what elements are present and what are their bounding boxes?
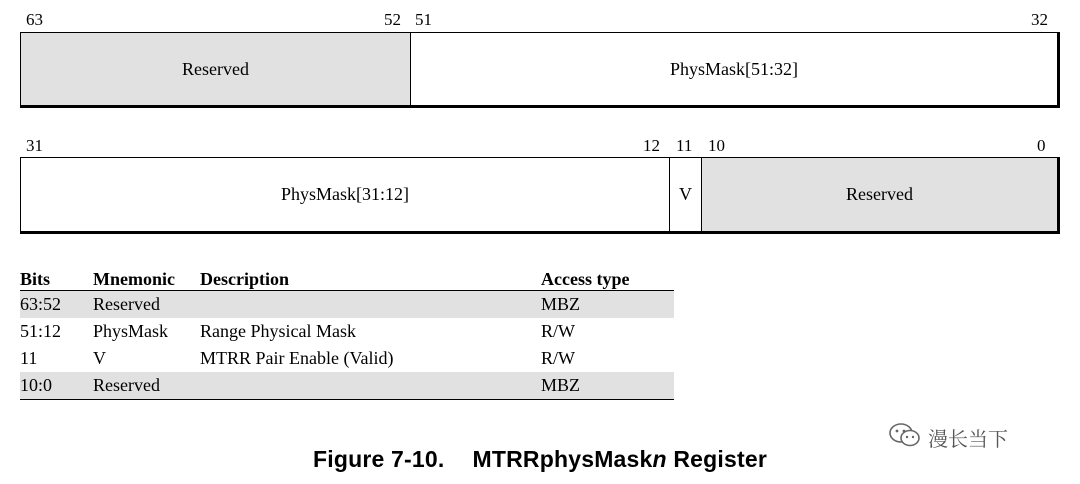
field-label: V bbox=[679, 184, 692, 204]
cell-description: Range Physical Mask bbox=[200, 321, 356, 341]
cell-description bbox=[200, 372, 541, 400]
field-reserved-10-0 bbox=[702, 158, 1057, 231]
field-physmask-31-12 bbox=[21, 158, 670, 231]
field-reserved-63-52 bbox=[21, 33, 411, 105]
bit-label-51: 51 bbox=[415, 10, 432, 29]
bit-label-11: 11 bbox=[676, 136, 693, 155]
figure-title-italic: n bbox=[652, 446, 667, 472]
cell-access: R/W bbox=[541, 348, 575, 368]
field-label: PhysMask[31:12] bbox=[280, 184, 409, 204]
header-bits: Bits bbox=[20, 264, 93, 291]
cell-bits: 11 bbox=[20, 348, 38, 368]
bit-label-0: 0 bbox=[1037, 136, 1046, 155]
cell-access: MBZ bbox=[541, 291, 674, 319]
bit-label-52: 52 bbox=[384, 10, 401, 29]
cell-mnemonic: V bbox=[93, 348, 106, 368]
cell-access: R/W bbox=[541, 321, 575, 341]
field-valid-bit-11 bbox=[670, 158, 702, 231]
field-physmask-51-32 bbox=[411, 33, 1057, 105]
cell-mnemonic: PhysMask bbox=[93, 321, 169, 341]
header-description: Description bbox=[200, 264, 541, 291]
bit-label-31: 31 bbox=[26, 136, 43, 155]
figure-title-tail: Register bbox=[666, 446, 768, 472]
cell-mnemonic: Reserved bbox=[93, 291, 200, 319]
table-row bbox=[20, 291, 674, 319]
cell-description bbox=[200, 291, 541, 319]
field-label: PhysMask[51:32] bbox=[669, 58, 798, 79]
register-upper-half bbox=[20, 32, 1060, 108]
cell-access: MBZ bbox=[541, 372, 674, 400]
watermark-text: 漫长当下 bbox=[928, 426, 1008, 451]
table-row bbox=[20, 345, 674, 372]
table-row bbox=[20, 372, 674, 400]
figure-number: Figure 7-10. bbox=[312, 446, 445, 472]
bit-label-63: 63 bbox=[26, 10, 43, 29]
field-label: Reserved bbox=[846, 184, 913, 204]
field-label: Reserved bbox=[182, 58, 249, 79]
register-lower-half bbox=[20, 157, 1060, 234]
cell-mnemonic: Reserved bbox=[93, 372, 200, 400]
cell-bits: 10:0 bbox=[20, 372, 93, 400]
cell-bits: 51:12 bbox=[20, 321, 62, 341]
header-access-type: Access type bbox=[541, 264, 674, 291]
header-mnemonic: Mnemonic bbox=[93, 264, 200, 291]
bit-label-32: 32 bbox=[1031, 10, 1048, 29]
cell-bits: 63:52 bbox=[20, 291, 93, 319]
legend-header-row bbox=[20, 264, 674, 291]
cell-description: MTRR Pair Enable (Valid) bbox=[200, 348, 394, 368]
bit-label-10: 10 bbox=[708, 136, 725, 155]
table-row bbox=[20, 318, 674, 345]
field-legend-table bbox=[20, 264, 674, 400]
bit-label-12: 12 bbox=[643, 136, 660, 155]
figure-title-main: MTRRphysMask bbox=[472, 446, 653, 472]
figure-caption bbox=[0, 446, 1080, 473]
